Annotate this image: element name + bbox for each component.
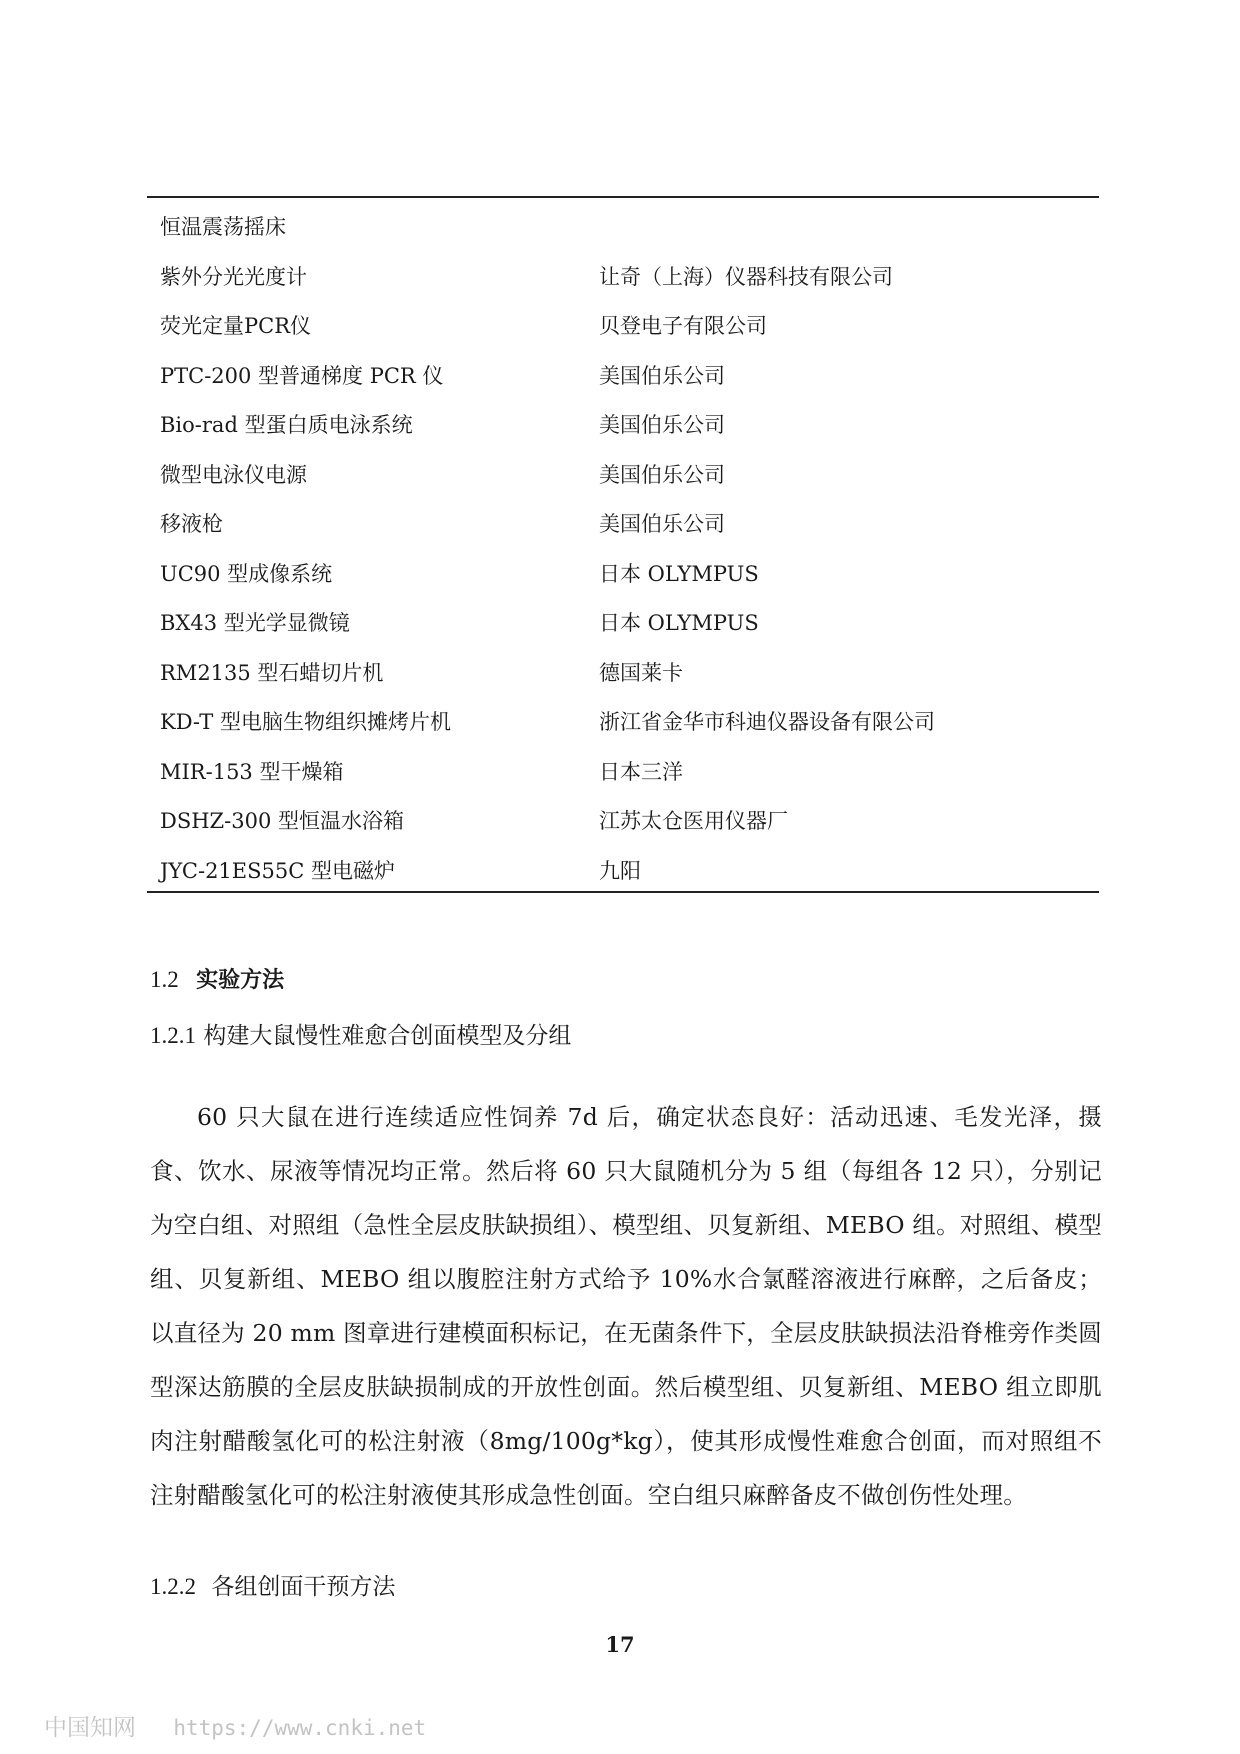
equipment-maker: 德国莱卡 <box>599 660 683 685</box>
section-heading-1-2-1 <box>150 1017 571 1050</box>
equipment-table <box>147 196 1099 893</box>
table-row <box>147 693 1099 743</box>
equipment-name: 恒温震荡摇床 <box>160 215 286 239</box>
equipment-maker: 江苏太仓医用仪器厂 <box>599 809 788 833</box>
equipment-name: DSHZ-300 型恒温水浴箱 <box>160 809 404 833</box>
equipment-maker: 浙江省金华市科迪仪器设备有限公司 <box>599 710 935 734</box>
equipment-name: 荧光定量PCR仪 <box>160 314 312 338</box>
watermark-url: https://www.cnki.net <box>173 1716 427 1740</box>
section-title: 各组创面干预方法 <box>211 1574 396 1600</box>
table-row <box>147 792 1099 842</box>
watermark <box>44 1709 426 1742</box>
section-title: 实验方法 <box>196 968 285 993</box>
table-row <box>147 743 1099 793</box>
equipment-name: RM2135 型石蜡切片机 <box>160 660 384 685</box>
table-row <box>147 495 1099 545</box>
equipment-name: 紫外分光光度计 <box>160 264 307 289</box>
equipment-name: JYC-21ES55C 型电磁炉 <box>160 858 395 883</box>
table-row <box>147 248 1099 298</box>
section-heading-1-2 <box>150 963 284 994</box>
table-row <box>147 644 1099 694</box>
section-number: 1.2.1 <box>150 1023 196 1048</box>
equipment-name: BX43 型光学显微镜 <box>160 611 350 635</box>
table-row <box>147 545 1099 595</box>
equipment-maker: 贝登电子有限公司 <box>599 314 767 338</box>
section-heading-1-2-2 <box>150 1568 395 1601</box>
equipment-name: KD-T 型电脑生物组织摊烤片机 <box>160 710 451 734</box>
table-row <box>147 842 1099 892</box>
section-title: 构建大鼠慢性难愈合创面模型及分组 <box>203 1023 572 1049</box>
equipment-name: Bio-rad 型蛋白质电泳系统 <box>160 413 413 437</box>
table-row <box>147 347 1099 397</box>
body-paragraph: 60 只大鼠在进行连续适应性饲养 7d 后，确定状态良好：活动迅速、毛发光泽，摄食、饮水、尿液等情况均正常。然后将 60 只大鼠随机分为 5 组（每组各 12 只），分别记为空白组、对照组（急性全层皮肤缺损组）、模型组、贝复新组、MEBO 组。对照组、模型组、贝复新组、MEBO 组以腹腔注射方式给予 10%水合氯醛溶液进行麻醉，之后备皮；以直径为 20 mm 图章进行建模面积标记，在无菌条件下，全层皮肤缺损法沿脊椎旁作类圆型深达筋膜的全层皮肤缺损制成的开放性创面。然后模型组、贝复新组、MEBO 组立即肌肉注射醋酸氢化可的松注射液（8mg/100g*kg），使其形成慢性难愈合创面，而对照组不注射醋酸氢化可的松注射液使其形成急性创面。空白组只麻醉备皮不做创伤性处理。 <box>150 1102 1102 1509</box>
table-row <box>147 198 1099 248</box>
equipment-maker: 美国伯乐公司 <box>599 462 725 487</box>
equipment-maker: 日本 OLYMPUS <box>599 611 759 635</box>
section-number: 1.2.2 <box>150 1574 196 1599</box>
equipment-maker: 日本 OLYMPUS <box>599 561 759 586</box>
equipment-name: MIR-153 型干燥箱 <box>160 759 344 784</box>
table-row <box>147 297 1099 347</box>
equipment-maker: 美国伯乐公司 <box>599 413 725 437</box>
page-number: 17 <box>605 1632 635 1657</box>
equipment-name: PTC-200 型普通梯度 PCR 仪 <box>160 363 444 388</box>
equipment-maker: 日本三洋 <box>599 759 683 784</box>
equipment-maker: 美国伯乐公司 <box>599 363 725 388</box>
equipment-maker: 美国伯乐公司 <box>599 512 725 536</box>
table-row <box>147 594 1099 644</box>
equipment-name: 微型电泳仪电源 <box>160 462 307 487</box>
equipment-maker: 九阳 <box>599 858 641 883</box>
section-number: 1.2 <box>150 967 179 992</box>
equipment-name: 移液枪 <box>160 512 223 536</box>
equipment-maker: 让奇（上海）仪器科技有限公司 <box>599 264 893 289</box>
watermark-site: 中国知网 <box>44 1715 136 1741</box>
table-row <box>147 446 1099 496</box>
table-row <box>147 396 1099 446</box>
equipment-name: UC90 型成像系统 <box>160 561 333 586</box>
